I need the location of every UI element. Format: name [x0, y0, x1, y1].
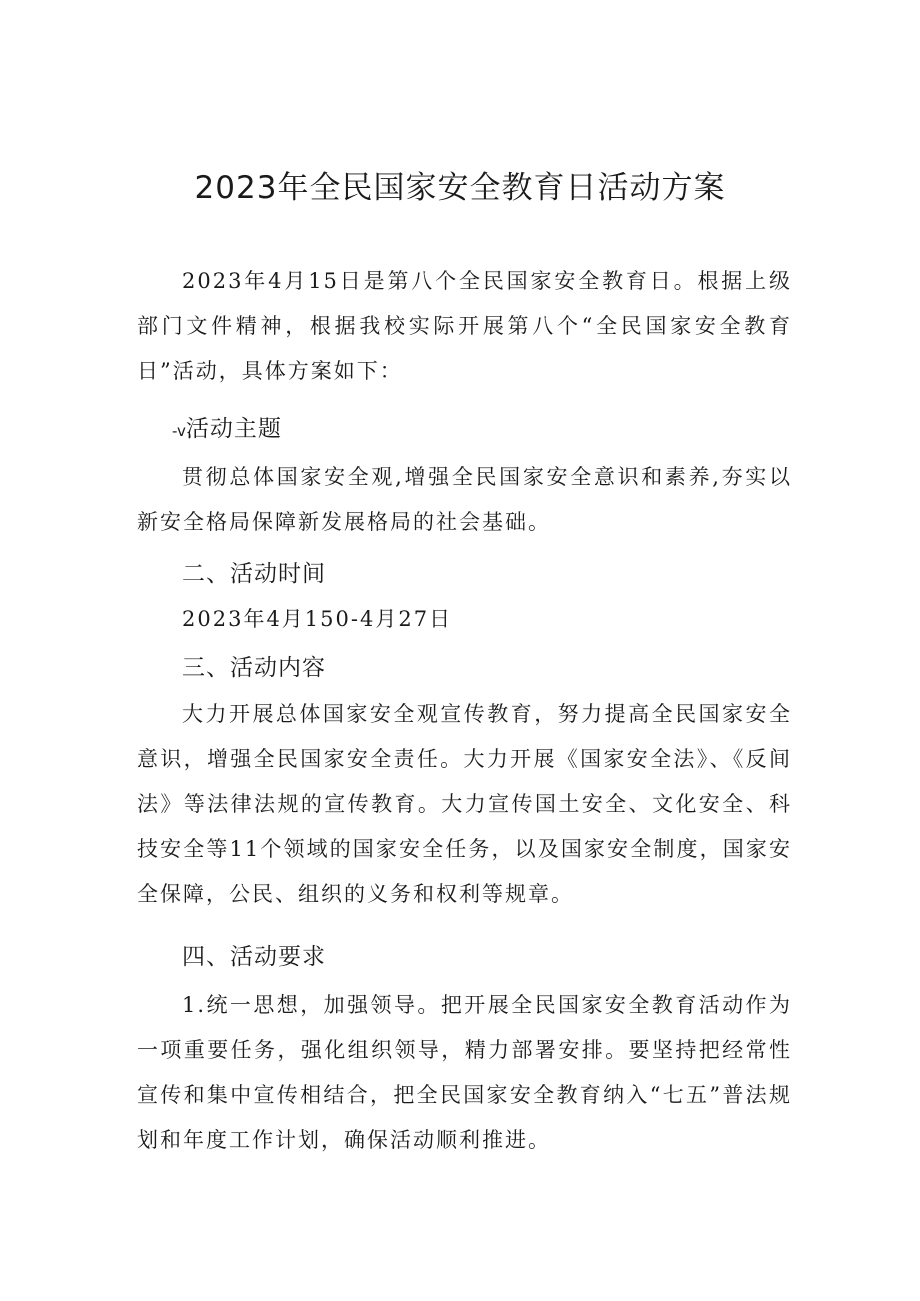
- section-2-paragraph: 2023年4月150-4月27日: [182, 607, 453, 631]
- section-1-heading-text: 活动主题: [185, 416, 282, 442]
- section-2-heading: 二、活动时间: [182, 561, 326, 587]
- section-3-paragraph: 大力开展总体国家安全观宣传教育，努力提高全民国家安全意识，增强全民国家安全责任。大力开展《国家安全法》、《反间法》等法律法规的宣传教育。大力宣传国土安全、文化安全、科技安全等11个领域的国家安全任务，以及国家安全制度，国家安全保障，公民、组织的义务和权利等规章。: [137, 702, 792, 906]
- section-1-paragraph: 贯彻总体国家安全观,增强全民国家安全意识和素养,夯实以新安全格局保障新发展格局的社会基础。: [137, 465, 792, 534]
- section-1-marker: -v: [172, 422, 186, 440]
- intro-paragraph: 2023年4月15日是第八个全民国家安全教育日。根据上级部门文件精神，根据我校实际开展第八个“全民国家安全教育日”活动，具体方案如下：: [137, 269, 792, 383]
- document-title: 2023年全民国家安全教育日活动方案: [194, 170, 726, 206]
- section-4-heading: 四、活动要求: [182, 944, 326, 970]
- section-4-item-1: 1.统一思想，加强领导。把开展全民国家安全教育活动作为一项重要任务，强化组织领导，精力部署安排。要坚持把经常性宣传和集中宣传相结合，把全民国家安全教育纳入“七五”普法规划和年度工作计划，确保活动顺利推进。: [137, 993, 792, 1152]
- section-1-heading: [172, 414, 282, 446]
- section-3-heading: 三、活动内容: [182, 655, 326, 681]
